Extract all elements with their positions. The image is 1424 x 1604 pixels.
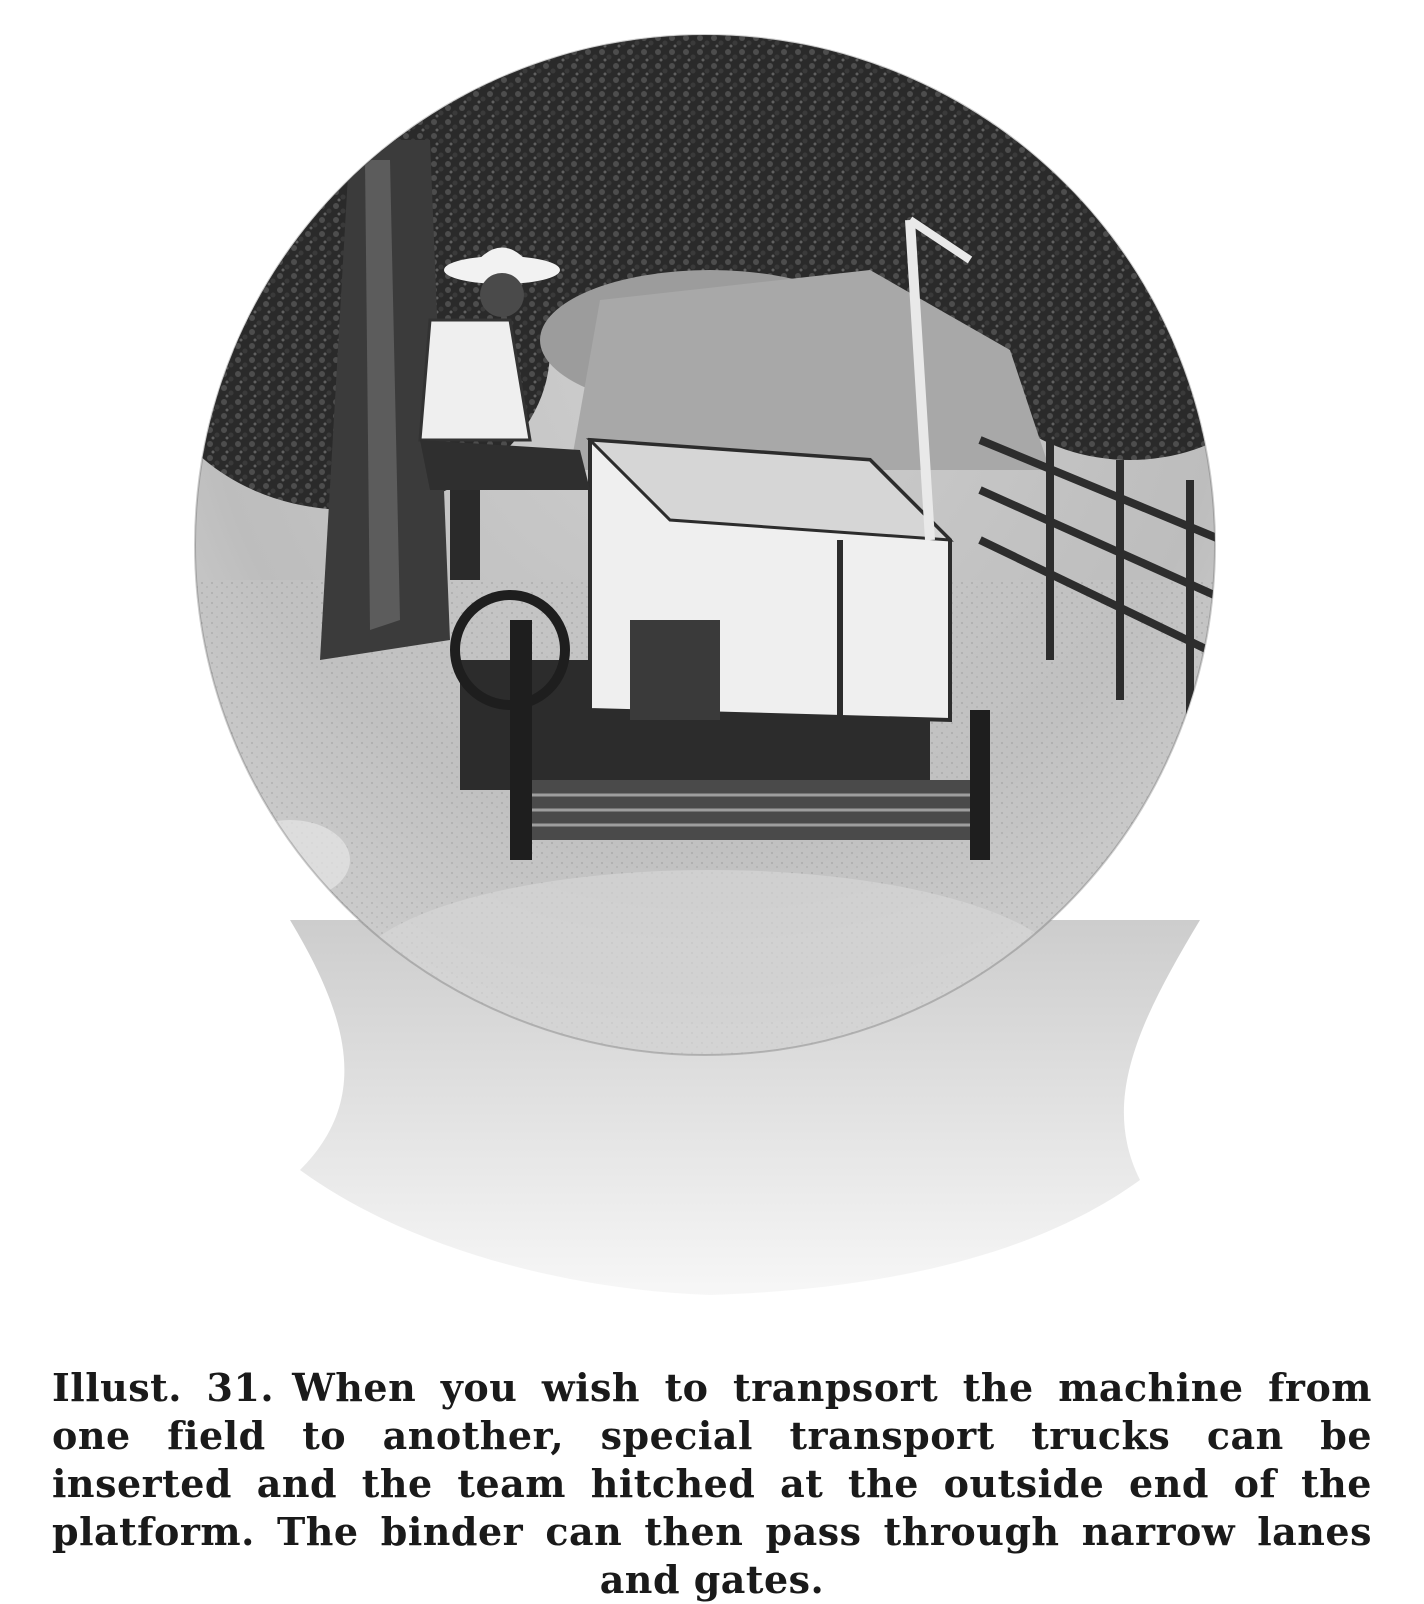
photo-vignette [150, 20, 1280, 1310]
illustration-photo [150, 20, 1280, 1310]
caption-text: When you wish to tranpsort the machine from one field to another, special transport trucks can be inserted and the team hitched at the outside end of the platform. The binder can then pass through narrow lanes and gates. [52, 1365, 1372, 1602]
caption-label: Illust. 31. [52, 1365, 275, 1410]
figure-caption [52, 1364, 1372, 1604]
